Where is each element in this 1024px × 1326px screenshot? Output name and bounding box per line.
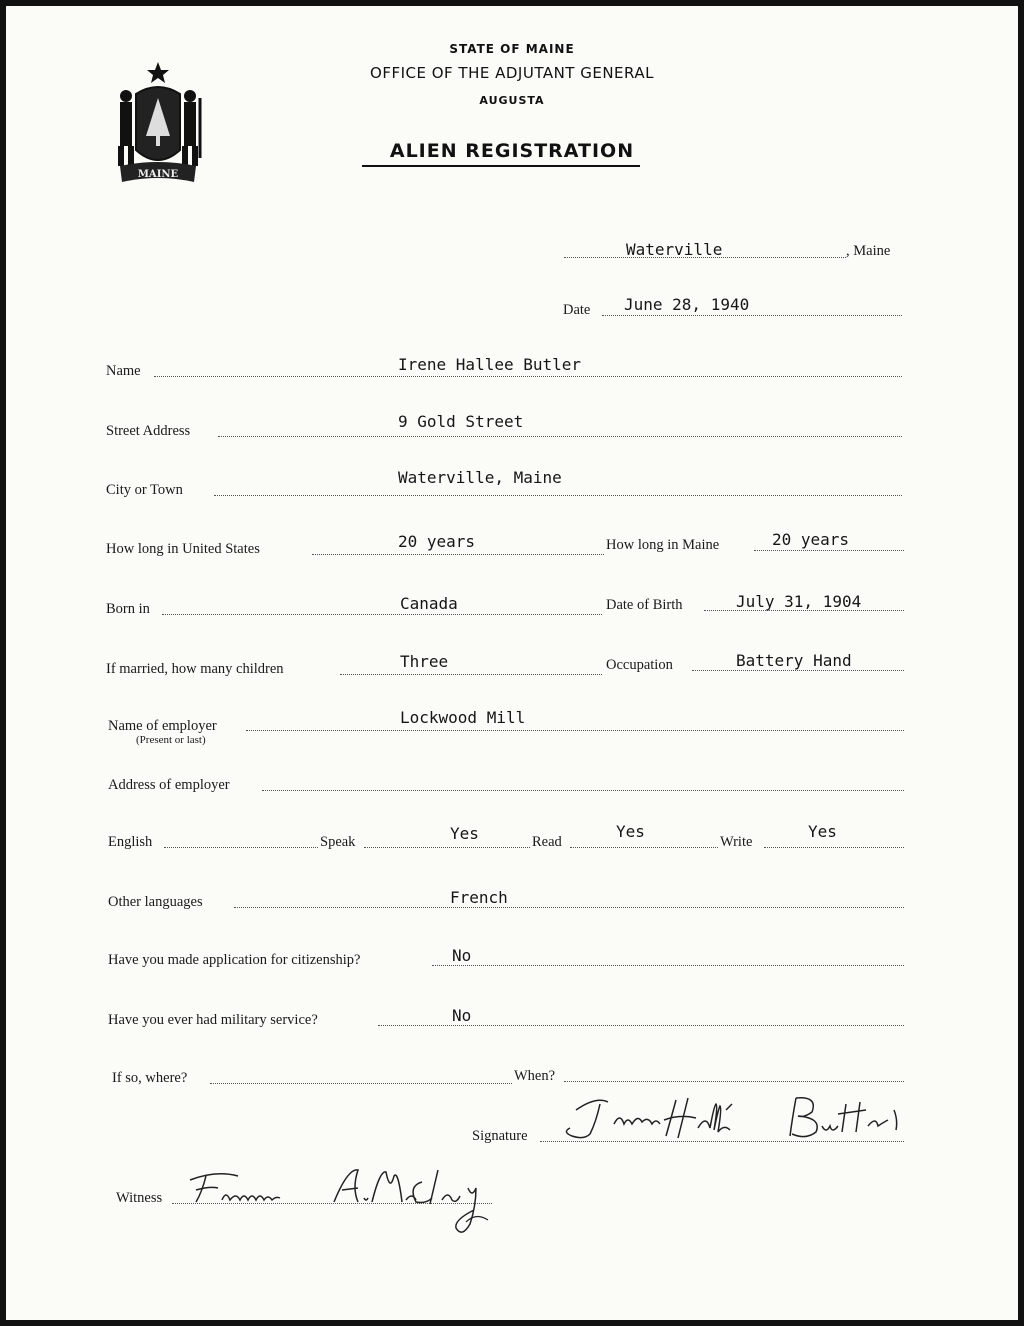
date-of-birth-value: July 31, 1904 [736,592,862,611]
citizenship-label: Have you made application for citizenship? [108,952,361,968]
employer-address-line [262,790,904,791]
date-line [602,315,902,316]
military-value: No [452,1006,472,1025]
write-value: Yes [808,822,837,841]
page-title: ALIEN REGISTRATION [389,140,635,162]
other-languages-label: Other languages [108,894,203,910]
read-value: Yes [616,822,645,841]
occupation-value: Battery Hand [736,651,852,670]
witness-handwriting [176,1162,536,1242]
street-value: 9 Gold Street [398,412,524,431]
occupation-label: Occupation [606,657,673,673]
seal-motto: MAINE [137,169,179,180]
city-line [214,495,902,496]
registration-form-page [6,6,1018,1320]
how-long-maine-value: 20 years [772,530,850,549]
signature-handwriting [556,1088,916,1152]
born-in-line [162,614,602,615]
date-value: June 28, 1940 [624,295,750,314]
date-of-birth-label: Date of Birth [606,597,683,613]
how-long-us-line [312,554,604,555]
office-heading: OFFICE OF THE ADJUTANT GENERAL [370,64,654,82]
speak-line [364,847,530,848]
city-heading: AUGUSTA [479,94,545,107]
children-label: If married, how many children [106,661,284,677]
city-label: City or Town [106,482,183,498]
write-label: Write [720,834,753,850]
children-line [340,674,602,675]
when-label: When? [514,1068,556,1084]
place-suffix: , Maine [846,243,891,259]
witness-label: Witness [116,1190,163,1206]
military-label: Have you ever had military service? [108,1012,318,1028]
city-value: Waterville, Maine [398,468,562,487]
date-label: Date [563,302,591,318]
english-line [164,847,318,848]
children-value: Three [400,652,449,671]
where-line [210,1083,512,1084]
born-in-label: Born in [106,601,150,617]
employer-label: Name of employer [108,718,217,734]
occupation-line [692,670,904,671]
speak-label: Speak [320,834,356,850]
how-long-us-label: How long in United States [106,541,260,557]
signature-label: Signature [472,1128,528,1144]
where-label: If so, where? [112,1070,188,1086]
street-label: Street Address [106,423,191,439]
english-label: English [108,834,153,850]
employer-sublabel: (Present or last) [136,734,206,746]
write-line [764,847,904,848]
citizenship-line [432,965,904,966]
military-line [378,1025,904,1026]
how-long-maine-label: How long in Maine [606,537,720,553]
name-label: Name [106,363,141,379]
how-long-maine-line [754,550,904,551]
other-languages-value: French [450,888,508,907]
state-heading: STATE OF MAINE [449,42,575,56]
employer-address-label: Address of employer [108,777,230,793]
read-label: Read [532,834,562,850]
other-languages-line [234,907,904,908]
street-line [218,436,902,437]
place-value: Waterville [626,240,723,259]
employer-line [246,730,904,731]
title-underline [362,165,640,167]
read-line [570,847,718,848]
citizenship-value: No [452,946,472,965]
speak-value: Yes [450,824,479,843]
how-long-us-value: 20 years [398,532,476,551]
employer-value: Lockwood Mill [400,708,526,727]
name-value: Irene Hallee Butler [398,355,582,374]
name-line [154,376,902,377]
when-line [564,1081,904,1082]
born-in-value: Canada [400,594,458,613]
